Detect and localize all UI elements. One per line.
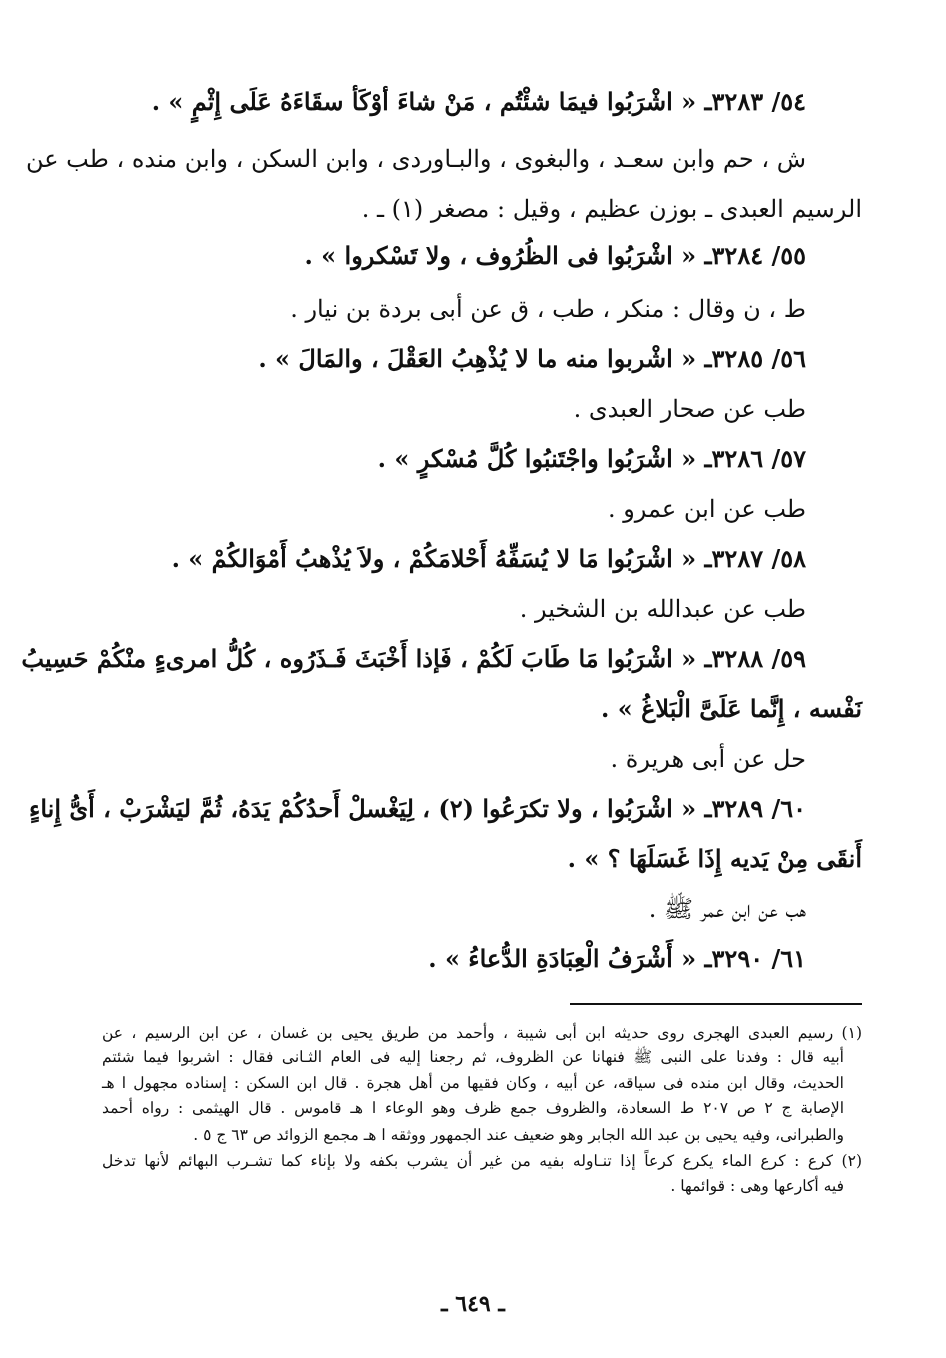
text-line: ٦٠/ ٣٢٨٩ـ « اشْرَبُوا ، ولا تكرَعُوا (٢) ، لِيَغْسلْ أَحدُكُمْ يَدَهُ، ثُمَّ ليَشْرَبْ ، أَىُّ إِناءٍ bbox=[29, 794, 806, 823]
footnote-line: الحديث، وقال ابن منده فى سياقه، عن أبيه ، وكان فقيها من أهل هجرة . قال ابن السكن : إسناده مجهول ا هـ bbox=[102, 1074, 844, 1092]
text-line: طب عن ابن عمرو . bbox=[607, 495, 806, 523]
footnote-line: (٢) كرع : كرع الماء يكرع كرعاً إذا تنـاوله بفيه من غير أن يشرب بكفه ولا بإناء كما تشـرب البهائم لأنها تدخل bbox=[102, 1152, 862, 1170]
text-line: طب عن صحار العبدى . bbox=[573, 395, 806, 423]
text-line: ٥٤/ ٣٢٨٣ـ « اشْرَبُوا فيمَا شئْتُم ، مَنْ شاءَ أوْكَأ سقَاءَهُ عَلَى إِثْمٍ » . bbox=[151, 87, 806, 116]
text-line: الرسيم العبدى ـ بوزن عظيم ، وقيل : مصغر (١) ـ . bbox=[361, 195, 862, 223]
text-line: ٥٨/ ٣٢٨٧ـ « اشْرَبُوا مَا لا يُسَفِّهُ أَحْلامَكُمْ ، ولاَ يُذْهبُ أَمْوَالكُمْ » . bbox=[171, 544, 806, 573]
text-line: هب عن ابن عمر ﷺ . bbox=[648, 895, 806, 923]
text-line: ٥٥/ ٣٢٨٤ـ « اشْرَبُوا فى الظُرُوف ، ولا تَسْكروا » . bbox=[304, 241, 806, 270]
page-number: ـ ٦٤٩ ـ bbox=[441, 1291, 505, 1317]
footnote-line: (١) رسيم العبدى الهجرى روى حديثه ابن أبى شيبة ، وأحمد من طريق يحيى بن غسان ، عن ابن الرسيم ، عن bbox=[102, 1024, 862, 1042]
text-line: ط ، ن وقال : منكر ، طب ، ق عن أبى بردة بن نيار . bbox=[290, 295, 806, 323]
text-line: ٥٩/ ٣٢٨٨ـ « اشْرَبُوا مَا طَابَ لَكُمْ ، فَإذا أَخْبَثَ فَـذَرُوه ، كُلُّ امرىءٍ منْكُمْ حَسِيبُ bbox=[21, 644, 806, 673]
footnote-line: فيه أكارعها وهى : قوائمها . bbox=[670, 1177, 844, 1195]
footnote-line: أبيه قال : وفدنا على النبى ﷺ فنهانا عن الظروف، ثم رجعنا إليه فى العام الثـانى فقال : اشربوا فيما شئتم bbox=[102, 1048, 844, 1066]
text-line: ش ، حم وابن سعـد ، والبغوى ، والبـاوردى ، وابن السكن ، وابن منده ، طب عن bbox=[25, 145, 806, 173]
text-line: أَنقَى مِنْ يَديه إِذَا غَسَلَهَا ؟ » . bbox=[567, 844, 862, 873]
text-line: طب عن عبدالله بن الشخير . bbox=[519, 595, 806, 623]
text-line: حل عن أبى هريرة . bbox=[610, 745, 806, 773]
text-line: ٥٧/ ٣٢٨٦ـ « اشْرَبُوا واجْتَنبُوا كُلَّ مُسْكرٍ » . bbox=[377, 444, 806, 473]
footnote-separator bbox=[570, 1003, 862, 1005]
footnote-line: والطبرانى، وفيه يحيى بن عبد الله الجابر وهو ضعيف عند الجمهور ووثقه ا هـ مجمع الزوائد ص ٦٣ ج ٥ . bbox=[193, 1126, 844, 1144]
text-line: نَفْسه ، إِنَّما عَلَىَّ الْبَلاغُ » . bbox=[601, 694, 862, 723]
text-line: ٥٦/ ٣٢٨٥ـ « اشْربوا منه ما لا يُذْهِبُ العَقْلَ ، والمَالَ » . bbox=[258, 344, 806, 373]
text-line: ٦١/ ٣٢٩٠ـ « أَشْرَفُ الْعِبَادَةِ الدُّعاءُ » . bbox=[428, 944, 806, 973]
footnote-line: الإصابة ج ٢ ص ٢٠٧ ط السعادة، والظروف جمع ظرف وهو الوعاء ا هـ قاموس . قال الهيثمى : رواه أحمد bbox=[102, 1099, 845, 1117]
